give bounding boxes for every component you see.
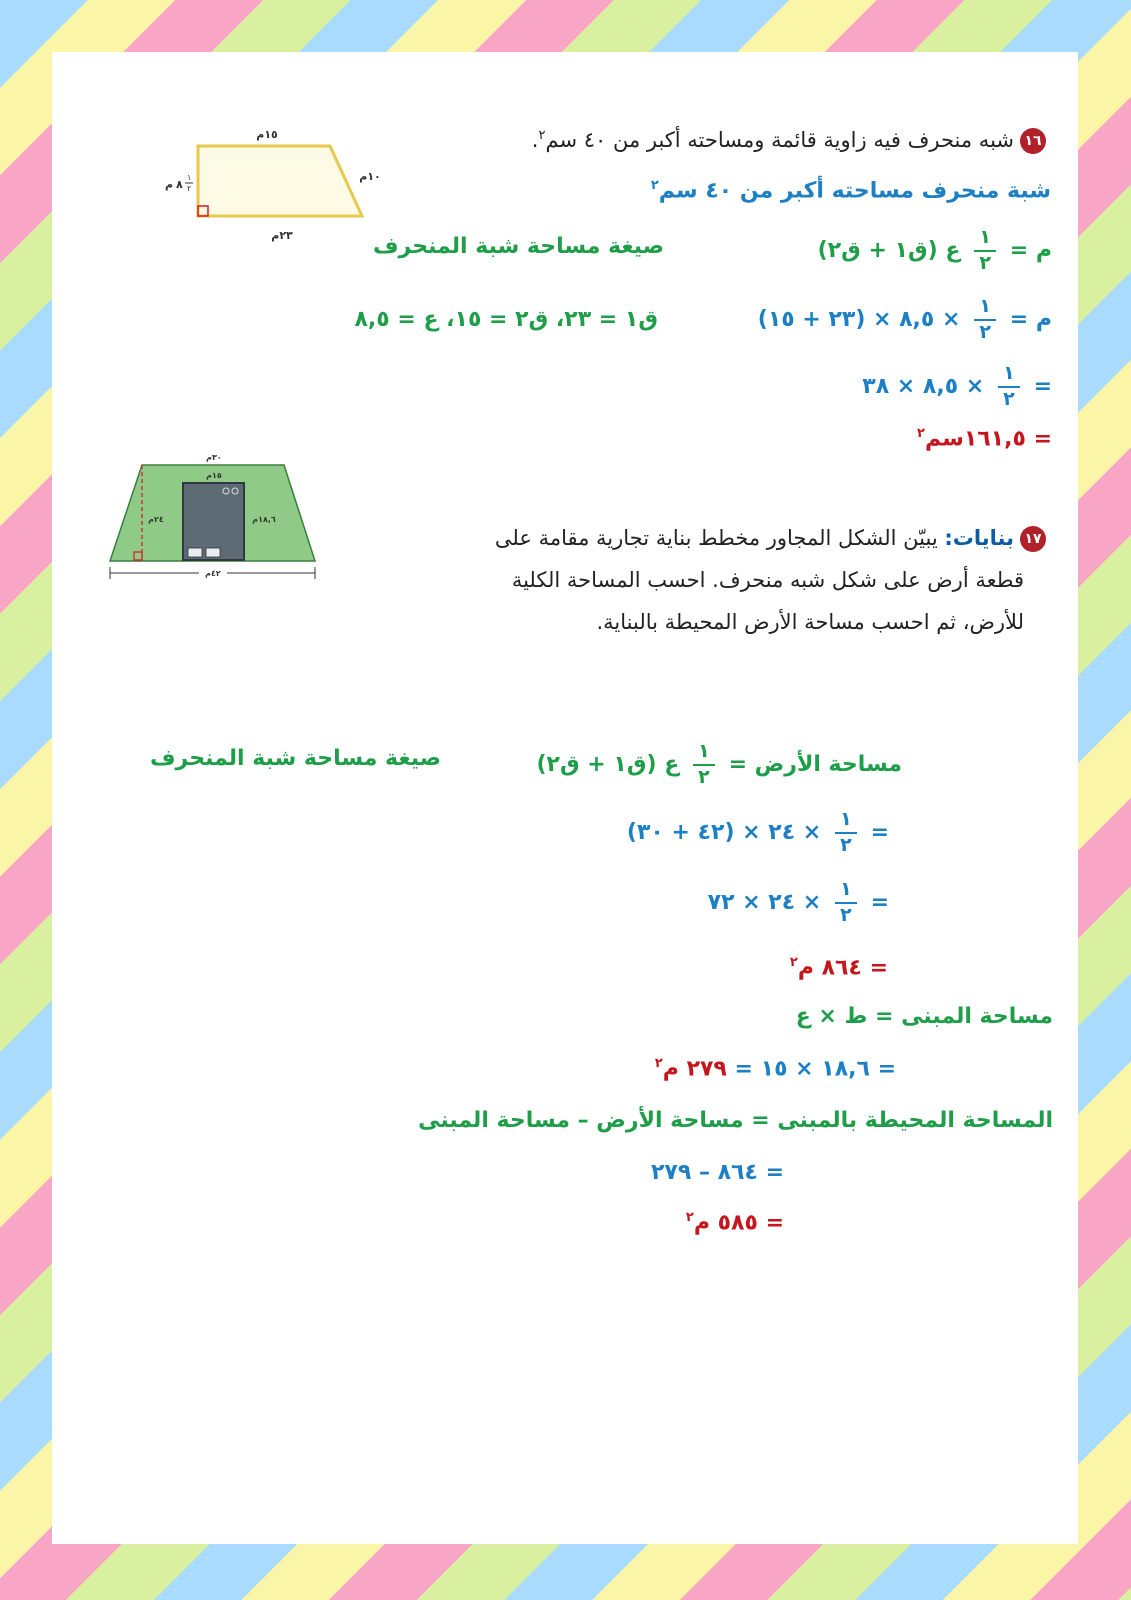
fraction-numerator: ١ [840, 878, 852, 900]
q16-side-label: ١٠م [359, 170, 381, 183]
q17-surround-result-sup: ٢ [685, 1210, 694, 1225]
q16-number-badge: ١٦ [1020, 128, 1046, 154]
fraction-denominator: ٢ [698, 765, 710, 788]
q16-step1-lhs: م = [1009, 306, 1052, 332]
q17-building-door-icon [188, 548, 202, 557]
q16-step2-lhs: = [1033, 373, 1052, 399]
q16-bottom-label: ٢٣م [271, 229, 293, 242]
q16-step1-rhs: × ٨,٥ × (٢٣ + ١٥) [757, 306, 961, 332]
q17-building-calc [655, 1056, 896, 1083]
q17-step1-lhs: = [870, 819, 889, 845]
q17-step2-fraction [835, 880, 857, 926]
worksheet-page [52, 52, 1078, 1544]
q17-surround-result-text: = ٥٨٥ م [693, 1210, 784, 1236]
q16-question-end: . [531, 128, 539, 152]
q16-trapezoid-figure [102, 122, 381, 252]
fraction-numerator: ١ [979, 226, 991, 248]
q17-building-door-icon [206, 548, 220, 557]
q16-trapezoid-shape [198, 146, 362, 216]
q17-surround-calc: = ٨٦٤ – ٢٧٩ [650, 1160, 784, 1185]
q16-step2 [862, 364, 1052, 410]
q17-building-result: ٢٧٩ م [662, 1056, 727, 1082]
q16-step1-note: ق١ = ٢٣، ق٢ = ١٥، ع = ٨,٥ [354, 307, 658, 332]
fraction-denominator: ٢ [979, 251, 991, 274]
q16-result [917, 426, 1052, 453]
q17-building-formula: مساحة المبنى = ط × ع [795, 1004, 1053, 1029]
q16-answer-title [651, 178, 1051, 205]
q16-step1-fraction [974, 297, 996, 343]
q17-height-label: ٢٤م [148, 515, 164, 524]
fraction-denominator: ٢ [1003, 387, 1015, 410]
q17-surround-result [686, 1210, 784, 1237]
q17-building-result-sup: ٢ [654, 1056, 663, 1071]
q16-step2-fraction [998, 364, 1020, 410]
fraction-numerator: ١ [979, 295, 991, 317]
q17-land-formula [536, 742, 902, 788]
q17-question-line1 [495, 526, 1046, 552]
q17-surround-formula: المساحة المحيطة بالمبنى = مساحة الأرض – مساحة المبنى [418, 1108, 1053, 1133]
q16-formula-lhs: م = [1009, 237, 1052, 263]
q17-step1-rhs: × ٢٤ × (٤٢ + ٣٠) [626, 819, 822, 845]
fraction-numerator: ١ [1003, 362, 1015, 384]
q17-land-rhs: ع (ق١ + ق٢) [536, 751, 680, 777]
q17-bottom-label: ٤٢م [205, 569, 221, 578]
q16-step2-rhs: × ٨,٥ × ٣٨ [862, 373, 985, 399]
q17-step2 [708, 880, 889, 926]
q17-text-line3: للأرض، ثم احسب مساحة الأرض المحيطة بالبناية. [596, 610, 1024, 634]
q16-height-frac-num: ١ [187, 173, 192, 182]
fraction-denominator: ٢ [979, 320, 991, 343]
fraction-denominator: ٢ [840, 903, 852, 926]
q16-question-sup: ٢ [538, 128, 546, 143]
q17-top-label: ٣٠م [206, 453, 222, 462]
q16-formula-fraction [974, 228, 996, 274]
q17-land-result-sup: ٢ [789, 955, 798, 970]
q16-formula [818, 228, 1052, 274]
q17-step1-fraction [835, 810, 857, 856]
fraction-denominator: ٢ [840, 833, 852, 856]
q17-building-width-label: ١٥م [206, 471, 222, 480]
q17-land-figure [104, 452, 326, 582]
fraction-numerator: ١ [698, 740, 710, 762]
q16-question [532, 128, 1046, 154]
q17-step2-lhs: = [870, 889, 889, 915]
q17-text-line1: يبيّن الشكل المجاور مخطط بناية تجارية مقامة على [494, 526, 938, 550]
q17-land-note: صيغة مساحة شبة المنحرف [149, 746, 441, 771]
q17-step1 [627, 810, 889, 856]
q16-step1 [758, 297, 1052, 343]
q16-answer-title-sup: ٢ [650, 178, 659, 193]
q17-land-fraction [693, 742, 715, 788]
fraction-numerator: ١ [840, 808, 852, 830]
q16-answer-title-text: شبة منحرف مساحته أكبر من ٤٠ سم [658, 178, 1051, 204]
q16-top-label: ١٥م [256, 128, 278, 141]
q16-formula-note: صيغة مساحة شبة المنحرف [372, 234, 664, 259]
q17-label: بنايات: [944, 526, 1014, 550]
q17-land-lhs: مساحة الأرض = [728, 751, 902, 777]
q16-formula-rhs: ع (ق١ + ق٢) [817, 237, 961, 263]
q16-question-text: شبه منحرف فيه زاوية قائمة ومساحته أكبر من ٤٠ سم [545, 128, 1014, 152]
q17-building-calc-text: = ١٨,٦ × ١٥ = [734, 1056, 896, 1082]
q17-text-line2: قطعة أرض على شكل شبه منحرف. احسب المساحة الكلية [511, 568, 1024, 592]
q16-height-whole: ٨ [176, 178, 183, 191]
q17-step2-rhs: × ٢٤ × ٧٢ [707, 889, 822, 915]
q16-result-text: = ١٦١,٥سم [924, 426, 1052, 452]
q16-height-frac-den: ٢ [187, 184, 192, 193]
q16-result-sup: ٢ [917, 426, 925, 441]
q16-height-unit: م [165, 178, 174, 191]
q17-building-length-label: ١٨,٦م [252, 515, 276, 524]
q17-land-result-text: = ٨٦٤ م [797, 955, 888, 981]
q17-land-result [790, 955, 888, 982]
q17-number-badge: ١٧ [1020, 526, 1046, 552]
